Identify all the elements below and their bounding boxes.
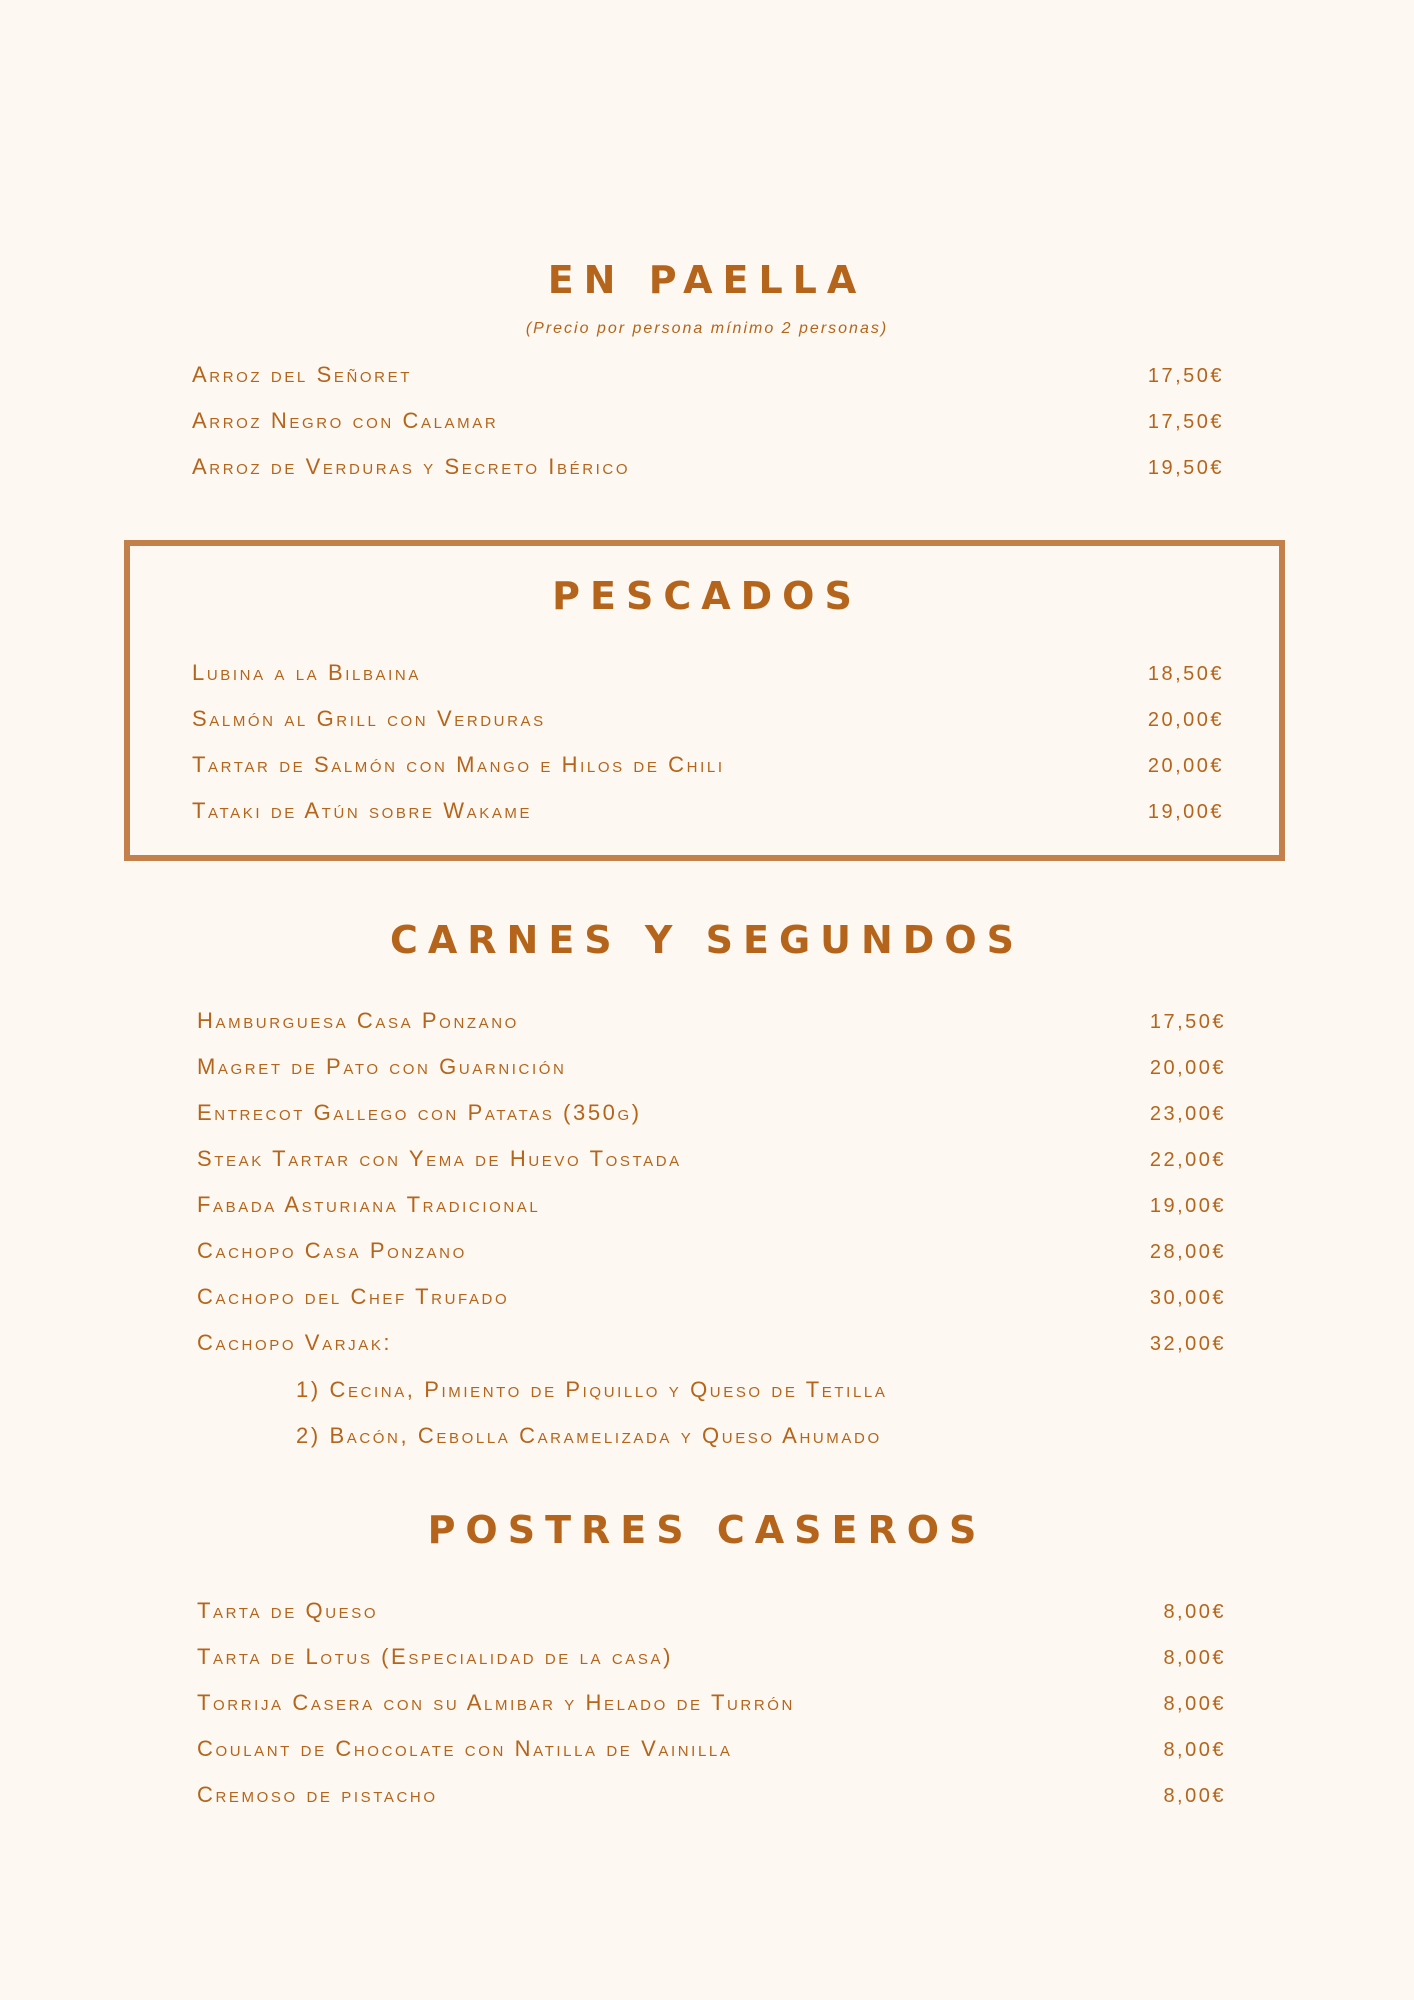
menu-item-option: 1) Cecina, Pimiento de Piquillo y Queso de Tetilla	[296, 1377, 888, 1402]
item-name: Cremoso de pistacho	[197, 1782, 438, 1807]
menu-item	[192, 752, 1224, 778]
item-price: 20,00€	[1147, 709, 1224, 731]
item-price: 17,50€	[1147, 411, 1224, 433]
menu-item	[197, 1782, 1226, 1808]
item-price: 28,00€	[1149, 1241, 1226, 1263]
item-price: 20,00€	[1149, 1057, 1226, 1079]
item-price: 8,00€	[1163, 1739, 1226, 1761]
item-price: 20,00€	[1147, 755, 1224, 777]
item-name: Arroz de Verduras y Secreto Ibérico	[192, 454, 631, 479]
item-name: Salmón al Grill con Verduras	[192, 706, 546, 731]
item-name: Cachopo Varjak:	[197, 1330, 393, 1355]
item-price: 8,00€	[1163, 1785, 1226, 1807]
item-price: 18,50€	[1147, 663, 1224, 685]
item-name: Arroz Negro con Calamar	[192, 408, 499, 433]
item-price: 8,00€	[1163, 1601, 1226, 1623]
menu-item-option: 2) Bacón, Cebolla Caramelizada y Queso Ahumado	[296, 1423, 882, 1448]
menu-item	[197, 1284, 1226, 1310]
item-price: 23,00€	[1149, 1103, 1226, 1125]
menu-item	[192, 454, 1224, 480]
menu-item	[192, 798, 1224, 824]
menu-item	[197, 1690, 1226, 1716]
item-price: 30,00€	[1149, 1287, 1226, 1309]
item-name: Entrecot Gallego con Patatas (350g)	[197, 1100, 642, 1125]
item-name: Steak Tartar con Yema de Huevo Tostada	[197, 1146, 682, 1171]
menu-item	[192, 408, 1224, 434]
section-note-paella: (Precio por persona mínimo 2 personas)	[525, 320, 889, 337]
item-name: Arroz del Señoret	[192, 362, 412, 387]
item-name: Tarta de Queso	[197, 1598, 379, 1623]
menu-item	[192, 362, 1224, 388]
section-title-postres: POSTRES CASEROS	[427, 1508, 987, 1552]
menu-item	[192, 706, 1224, 732]
menu-item	[197, 1644, 1226, 1670]
item-price: 8,00€	[1163, 1693, 1226, 1715]
item-price: 19,50€	[1147, 457, 1224, 479]
menu-item	[197, 1736, 1226, 1762]
menu-item	[197, 1100, 1226, 1126]
menu-item	[197, 1192, 1226, 1218]
item-name: Torrija Casera con su Almibar y Helado de Turrón	[197, 1690, 795, 1715]
menu-item	[197, 1330, 1226, 1356]
item-name: Tarta de Lotus (Especialidad de la casa)	[197, 1644, 674, 1669]
item-name: Magret de Pato con Guarnición	[197, 1054, 567, 1079]
menu-item	[192, 660, 1224, 686]
item-price: 22,00€	[1149, 1149, 1226, 1171]
item-price: 32,00€	[1149, 1333, 1226, 1355]
menu-item	[197, 1054, 1226, 1080]
item-name: Lubina a la Bilbaina	[192, 660, 421, 685]
item-name: Fabada Asturiana Tradicional	[197, 1192, 541, 1217]
item-name: Coulant de Chocolate con Natilla de Vainilla	[197, 1736, 733, 1761]
menu-item	[197, 1008, 1226, 1034]
item-name: Tartar de Salmón con Mango e Hilos de Chili	[192, 752, 725, 777]
item-name: Tataki de Atún sobre Wakame	[192, 798, 533, 823]
section-title-paella: EN PAELLA	[547, 258, 867, 302]
item-name: Cachopo Casa Ponzano	[197, 1238, 467, 1263]
item-name: Hamburguesa Casa Ponzano	[197, 1008, 519, 1033]
item-price: 17,50€	[1149, 1011, 1226, 1033]
item-price: 19,00€	[1149, 1195, 1226, 1217]
item-name: Cachopo del Chef Trufado	[197, 1284, 510, 1309]
menu-item	[197, 1598, 1226, 1624]
section-title-carnes: CARNES Y SEGUNDOS	[389, 918, 1025, 962]
menu-item	[197, 1146, 1226, 1172]
item-price: 17,50€	[1147, 365, 1224, 387]
item-price: 8,00€	[1163, 1647, 1226, 1669]
section-title-pescados: PESCADOS	[552, 574, 862, 618]
menu-item	[197, 1238, 1226, 1264]
item-price: 19,00€	[1147, 801, 1224, 823]
